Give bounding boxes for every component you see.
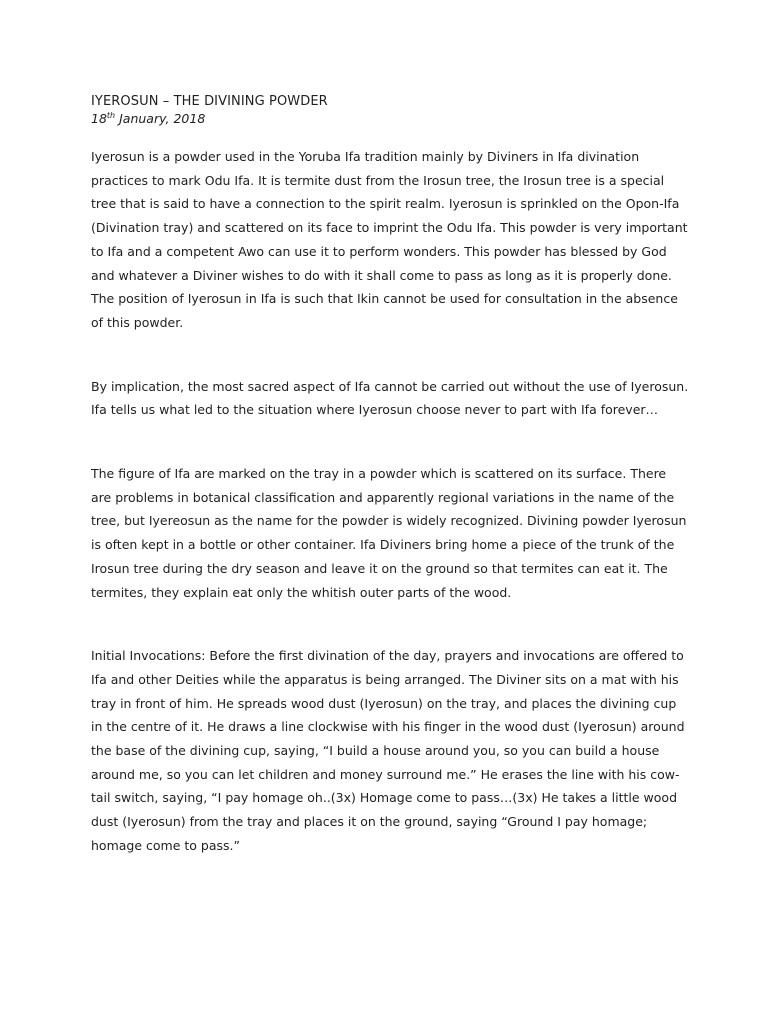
- date-day: 18: [91, 111, 107, 126]
- paragraph-intro: Iyerosun is a powder used in the Yoruba Ifa tradition mainly by Diviners in Ifa divination practices to mark Odu Ifa. It is termite dust from the Irosun tree, the Irosun tree is a special tree that is said to have a connection to the spirit realm. Iyerosun is sprinkled on the Opon-Ifa (Divination tray) and scattered on its face to imprint the Odu Ifa. This powder is very important to Ifa and a competent Awo can use it to perform wonders. This powder has blessed by God and whatever a Diviner wishes to do with it shall come to pass as long as it is properly done. The position of Iyerosun in Ifa is such that Ikin cannot be used for consultation in the absence of this powder.: [91, 149, 688, 330]
- date-month-year: January, 2018: [115, 111, 206, 126]
- document-body: [91, 93, 689, 858]
- paragraph-figure-of-ifa: The figure of Ifa are marked on the tray in a powder which is scattered on its surface. There are problems in botanical classification and apparently regional variations in the name of the tree, but Iyereosun as the name for the powder is widely recognized. Divining powder Iyerosun is often kept in a bottle or other container. Ifa Diviners bring home a piece of the trunk of the Irosun tree during the dry season and leave it on the ground so that termites can eat it. The termites, they explain eat only the whitish outer parts of the wood.: [91, 466, 687, 600]
- document-date: [91, 110, 689, 128]
- document-title: IYEROSUN – THE DIVINING POWDER: [91, 94, 328, 109]
- paragraph-initial-invocations: Initial Invocations: Before the first divination of the day, prayers and invocations are offered to Ifa and other Deities while the apparatus is being arranged. The Diviner sits on a mat with his tray in front of him. He spreads wood dust (Iyerosun) on the tray, and places the divining cup in the centre of it. He draws a line clockwise with his finger in the wood dust (Iyerosun) around the base of the divining cup, saying, “I build a house around you, so you can build a house around me, so you can let children and money surround me.” He erases the line with his cow-tail switch, saying, “I pay homage oh..(3x) Homage come to pass…(3x) He takes a little wood dust (Iyerosun) from the tray and places it on the ground, saying “Ground I pay homage; homage come to pass.”: [91, 648, 685, 853]
- date-ordinal-suffix: th: [106, 111, 116, 120]
- paragraph-implication: By implication, the most sacred aspect of Ifa cannot be carried out without the use of Iyerosun. Ifa tells us what led to the situation where Iyerosun choose never to part with Ifa forever…: [91, 378, 689, 418]
